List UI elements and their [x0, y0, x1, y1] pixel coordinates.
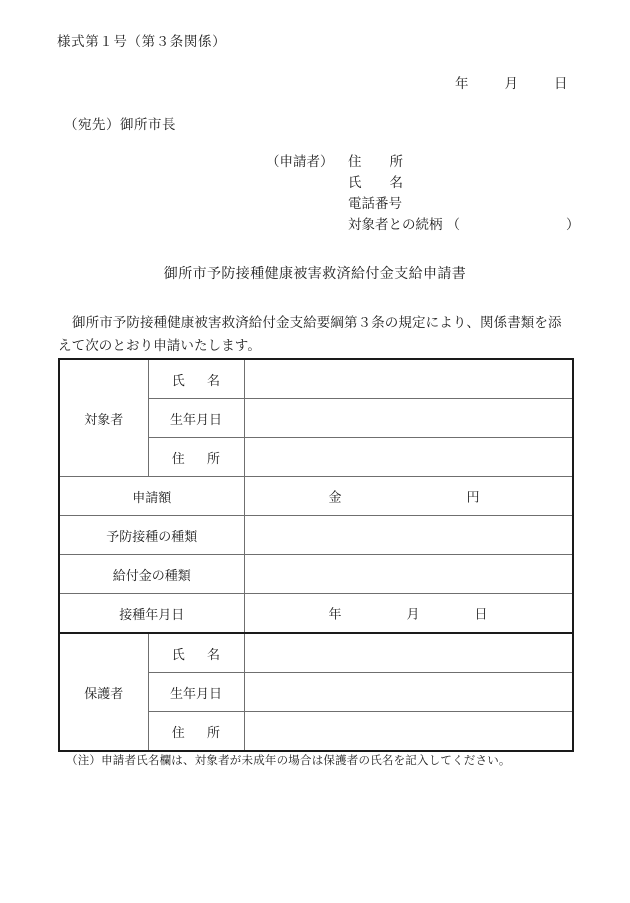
applicant-address-row: [266, 151, 580, 172]
guardian-address-label: [148, 712, 244, 752]
vaccination-date-value[interactable]: [244, 594, 573, 634]
table-row: [59, 555, 573, 594]
date-line: [455, 72, 568, 92]
amount-value[interactable]: [244, 477, 573, 516]
table-row: [59, 359, 573, 399]
guardian-birthdate-value[interactable]: [244, 673, 573, 712]
applicant-name-label: 氏 名: [348, 175, 403, 190]
date-month-label: 月: [406, 606, 420, 622]
applicant-phone-row: [266, 193, 580, 214]
table-row: [59, 516, 573, 555]
vaccine-type-value[interactable]: [244, 516, 573, 555]
label-text: 氏 名: [171, 372, 221, 388]
relation-paren-close: ）: [566, 217, 580, 232]
guardian-group-label: 保護者: [59, 633, 148, 751]
subject-birthdate-label: 生年月日: [148, 399, 244, 438]
subject-address-value[interactable]: [244, 438, 573, 477]
subject-name-label: [148, 359, 244, 399]
label-text: 氏 名: [171, 646, 221, 662]
table-row: [59, 477, 573, 516]
application-table: [58, 358, 574, 752]
table-row: [59, 594, 573, 634]
date-day-label: 日: [554, 76, 568, 91]
date-year-label: 年: [328, 606, 342, 622]
relation-paren-open: （: [446, 217, 460, 232]
applicant-relation-row: [266, 214, 580, 235]
amount-label: 申請額: [59, 477, 244, 516]
benefit-type-label: 給付金の種類: [59, 555, 244, 594]
vaccine-type-label: 予防接種の種類: [59, 516, 244, 555]
body-paragraph: 御所市予防接種健康被害救済給付金支給要綱第３条の規定により、関係書類を添えて次のとおり申請いたします。: [58, 315, 562, 353]
guardian-birthdate-label: 生年月日: [148, 673, 244, 712]
applicant-relation-label: 対象者との続柄 （ ）: [348, 217, 580, 232]
date-day-label: 日: [474, 606, 488, 622]
applicant-name-row: [266, 172, 580, 193]
vaccination-date-label: 接種年月日: [59, 594, 244, 634]
addressee: （宛先）御所市長: [64, 117, 176, 132]
date-year-label: 年: [455, 76, 469, 91]
applicant-tag: （申請者）: [266, 154, 334, 169]
subject-name-value[interactable]: [244, 359, 573, 399]
label-text: 住 所: [171, 724, 221, 740]
applicant-address-label: 住 所: [348, 154, 403, 169]
applicant-phone-label: 電話番号: [348, 196, 402, 211]
guardian-name-value[interactable]: [244, 633, 573, 673]
amount-yen-label: 円: [466, 489, 480, 505]
footnote: （注）申請者氏名欄は、対象者が未成年の場合は保護者の氏名を記入してください。: [66, 755, 511, 767]
page-title: 御所市予防接種健康被害救済給付金支給申請書: [163, 267, 467, 282]
date-month-label: 月: [504, 76, 518, 91]
subject-group-label: 対象者: [59, 359, 148, 477]
guardian-name-label: [148, 633, 244, 673]
table-row: [59, 633, 573, 673]
guardian-address-value[interactable]: [244, 712, 573, 752]
amount-inner: [245, 477, 573, 515]
date-inner: [245, 594, 573, 632]
benefit-type-value[interactable]: [244, 555, 573, 594]
applicant-block: [266, 151, 580, 235]
subject-address-label: [148, 438, 244, 477]
label-text: 住 所: [171, 450, 221, 466]
amount-kin-label: 金: [328, 489, 342, 505]
form-number: 様式第１号（第３条関係）: [57, 34, 227, 49]
subject-birthdate-value[interactable]: [244, 399, 573, 438]
